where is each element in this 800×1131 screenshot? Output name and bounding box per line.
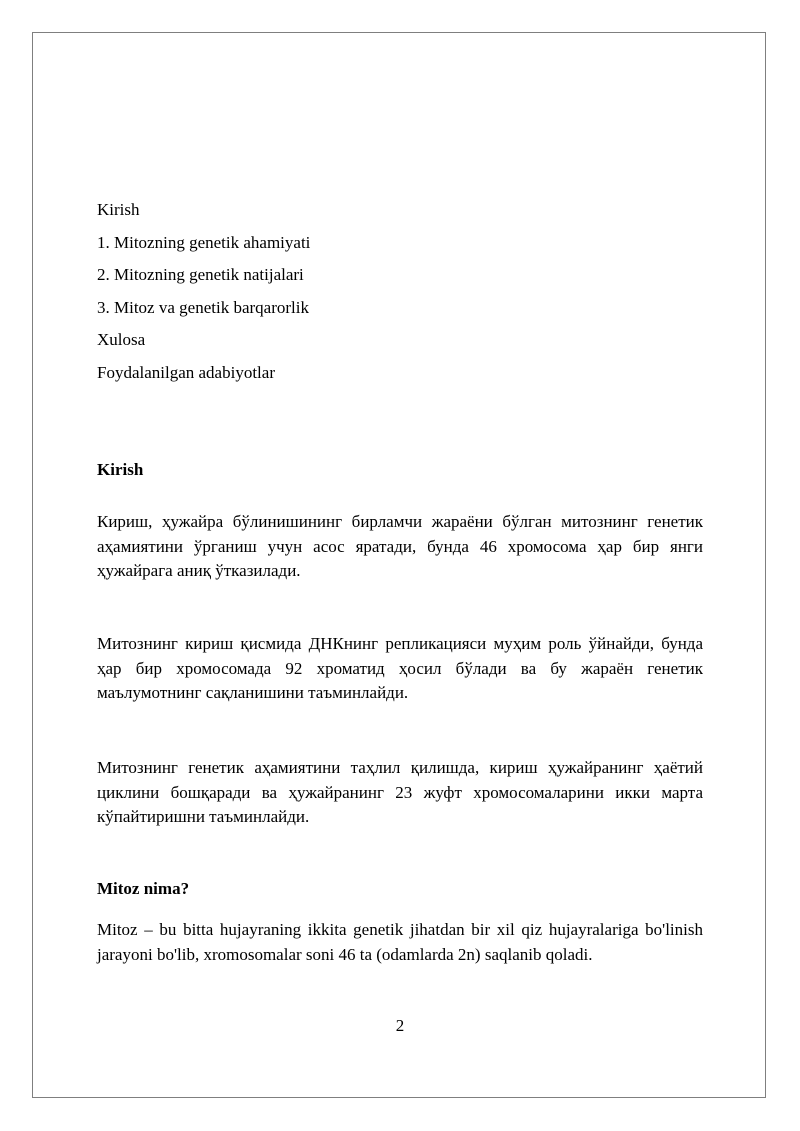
toc-item-chapter-1: 1. Mitozning genetik ahamiyati [97, 232, 311, 252]
toc-item-chapter-3: 3. Mitoz va genetik barqarorlik [97, 297, 309, 317]
intro-paragraph-1: Кириш, ҳужайра бўлинишининг бирламчи жараёни бўлган митознинг генетик аҳамиятини ўрганиш учун асос яратади, бунда 46 хромосома ҳар бир янги ҳужайрага аниқ ўтказилади. [97, 512, 703, 580]
toc-item-intro: Kirish [97, 200, 140, 219]
intro-paragraph-3: Митознинг генетик аҳамиятини таҳлил қилишда, кириш ҳужайранинг ҳаётий циклини бошқаради ва ҳужайранинг 23 жуфт хромосомаларини икки марта кўпайтиришни таъминлайди. [97, 758, 703, 826]
toc-item-references: Foydalanilgan adabiyotlar [97, 362, 275, 382]
definition-paragraph: Mitoz – bu bitta hujayraning ikkita genetik jihatdan bir xil qiz hujayralariga bo'linish jarayoni bo'lib, xromosomalar soni 46 ta (odamlarda 2n) saqlanib qoladi. [97, 920, 703, 964]
toc-item-conclusion: Xulosa [97, 330, 146, 350]
intro-heading: Kirish [97, 460, 144, 479]
intro-paragraph-2: Митознинг кириш қисмида ДНКнинг репликацияси муҳим роль ўйнайди, бунда ҳар бир хромосомада 92 хроматид ҳосил бўлади ва бу жараён генетик маълумотнинг сақланишини таъминлайди. [97, 634, 703, 702]
table-of-contents [97, 200, 310, 396]
page-number: 2 [395, 1016, 405, 1035]
toc-item-chapter-2: 2. Mitozning genetik natijalari [97, 265, 304, 285]
definition-heading: Mitoz nima? [97, 879, 190, 898]
